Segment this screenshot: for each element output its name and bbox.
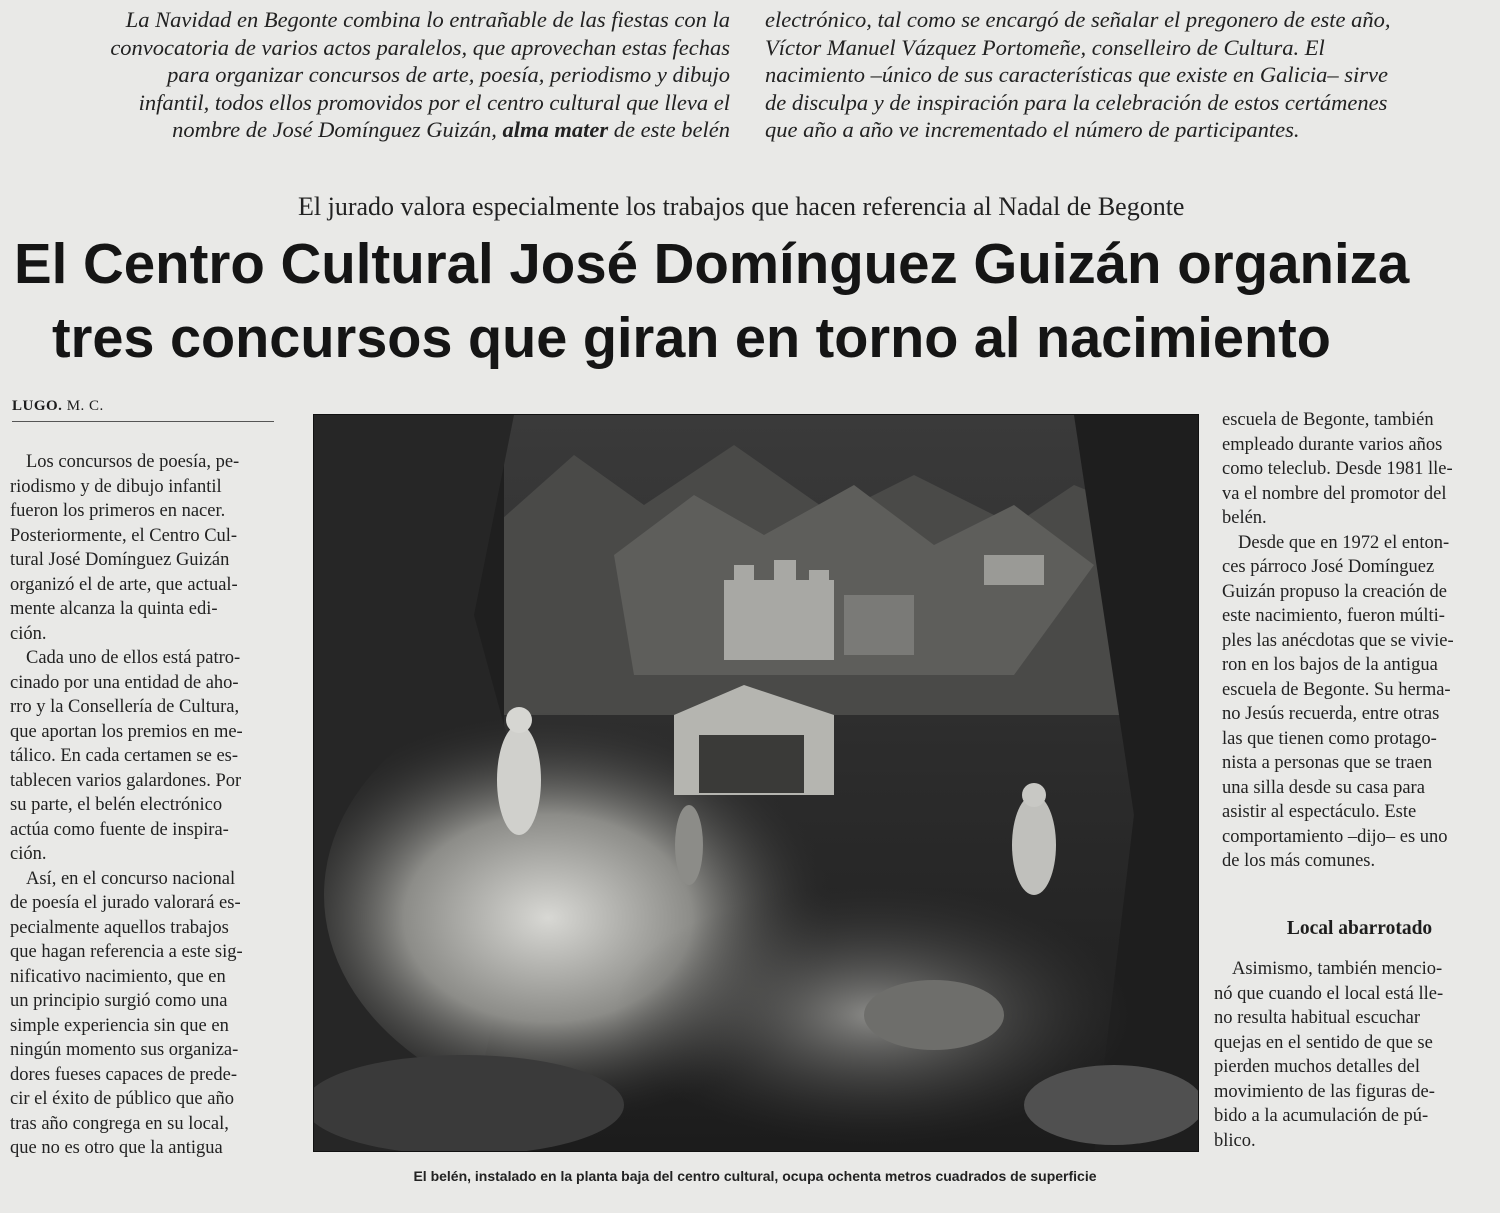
lead-right-line: nacimiento –único de sus características que existe en Galicia– sirve [765,62,1388,87]
body-line: Guizán propuso la creación de [1222,581,1447,602]
body-line: de los más comunes. [1222,851,1376,871]
left-column [10,450,282,1161]
body-line: ción. [10,844,47,864]
body-line: Posteriormente, el Centro Cul- [10,525,238,546]
nativity-scene-image [314,415,1198,1151]
body-line: ces párroco José Domínguez [1222,557,1435,577]
lead-left-text: de este belén [608,117,730,142]
body-line: tablecen varios galardones. Por [10,770,242,791]
lead-left-line [30,116,730,144]
body-line: Desde que en 1972 el enton- [1238,532,1450,553]
headline-line-2: tres concursos que giran en torno al nacimiento [52,306,1331,370]
lead-left-line: La Navidad en Begonte combina lo entrañable de las fiestas con la [125,7,730,32]
body-line: una silla desde su casa para [1222,777,1425,798]
body-line: Asimismo, también mencio- [1232,959,1443,979]
body-line: un principio surgió como una [10,991,228,1011]
photo-caption: El belén, instalado en la planta baja del centro cultural, ocupa ochenta metros cuadrados de superficie [413,1168,1097,1184]
headline-line-1: El Centro Cultural José Domínguez Guizán organiza [14,232,1410,296]
body-line: cinado por una entidad de aho- [10,672,239,693]
lead-right-line: de disculpa y de inspiración para la celebración de estos certámenes [765,89,1388,115]
byline-place: LUGO. [12,398,63,414]
byline [12,398,104,415]
body-line: quejas en el sentido de que se [1214,1032,1433,1053]
body-line: asistir al espectáculo. Este [1222,802,1417,822]
body-line: que hagan referencia a este sig- [10,942,243,962]
body-line: escuela de Begonte, también [1222,410,1434,430]
body-line: su parte, el belén electrónico [10,795,223,815]
lead-left-text: nombre de José Domínguez Guizán, [172,117,503,142]
body-line: Cada uno de ellos está patro- [26,648,241,668]
body-line: comportamiento –dijo– es uno [1222,826,1448,847]
body-line: cir el éxito de público que año [10,1089,234,1109]
body-line: pecialmente aquellos trabajos [10,917,229,938]
body-line: no resulta habitual escuchar [1214,1008,1420,1028]
body-line: que aportan los premios en me- [10,721,243,742]
lead-left [30,6,730,144]
body-line: actúa como fuente de inspira- [10,819,229,840]
body-line: ningún momento sus organiza- [10,1040,239,1060]
body-line: ples las anécdotas que se vivie- [1222,630,1454,651]
body-line: escuela de Begonte. Su herma- [1222,679,1451,700]
body-line: este nacimiento, fueron múlti- [1222,606,1445,626]
body-line: mente alcanza la quinta edi- [10,599,218,619]
body-line: va el nombre del promotor del [1222,483,1447,504]
body-line: nificativo nacimiento, que en [10,966,226,987]
byline-author: M. C. [66,398,104,414]
body-line: tural José Domínguez Guizán [10,550,230,570]
body-line: Así, en el concurso nacional [26,868,236,889]
byline-rule [12,421,274,422]
body-line: como teleclub. Desde 1981 lle- [1222,459,1453,479]
kicker: El jurado valora especialmente los trabajos que hacen referencia al Nadal de Begonte [298,192,1185,221]
lead-right-line: electrónico, tal como se encargó de señalar el pregonero de este año, [765,7,1391,32]
body-line: riodismo y de dibujo infantil [10,476,222,497]
section-subhead: Local abarrotado [1286,918,1433,939]
body-line: simple experiencia sin que en [10,1015,229,1036]
body-line: que no es otro que la antigua [10,1138,223,1158]
body-line: dores fueses capaces de prede- [10,1064,238,1085]
lead-left-line: convocatoria de varios actos paralelos, que aprovechan estas fechas [110,34,730,60]
body-line: tras año congrega en su local, [10,1113,229,1134]
body-line: rro y la Consellería de Cultura, [10,697,240,717]
body-line: fueron los primeros en nacer. [10,501,226,521]
right-column [1222,408,1497,874]
body-line: organizó el de arte, que actual- [10,574,238,595]
lead-left-line: infantil, todos ellos promovidos por el centro cultural que lleva el [138,89,730,115]
body-line: bido a la acumulación de pú- [1214,1106,1429,1126]
body-line: las que tienen como protago- [1222,728,1437,749]
body-line: no Jesús recuerda, entre otras [1222,704,1440,724]
body-line: ción. [10,623,47,644]
nativity-photo [313,414,1199,1152]
body-line: ron en los bajos de la antigua [1222,655,1438,675]
body-line: blico. [1214,1130,1256,1151]
body-line: Los concursos de poesía, pe- [26,452,240,472]
body-line: pierden muchos detalles del [1214,1057,1421,1077]
body-line: de poesía el jurado valorará es- [10,893,241,913]
body-line: empleado durante varios años [1222,434,1443,455]
body-line: belén. [1222,508,1267,528]
body-line: tálico. En cada certamen se es- [10,746,239,766]
lead-left-line: para organizar concursos de arte, poesía, periodismo y dibujo [167,62,730,87]
body-line: movimiento de las figuras de- [1214,1081,1435,1102]
lead-right-line: que año a año ve incrementado el número de participantes. [765,117,1300,142]
body-line: nista a personas que se traen [1222,753,1433,773]
lead-right [765,6,1485,144]
lead-right-line: Víctor Manuel Vázquez Portomeñe, conselleiro de Cultura. El [765,34,1325,60]
body-line: nó que cuando el local está lle- [1214,983,1444,1004]
lead-left-bold: alma mater [502,117,609,142]
right-column-bottom [1214,957,1497,1153]
